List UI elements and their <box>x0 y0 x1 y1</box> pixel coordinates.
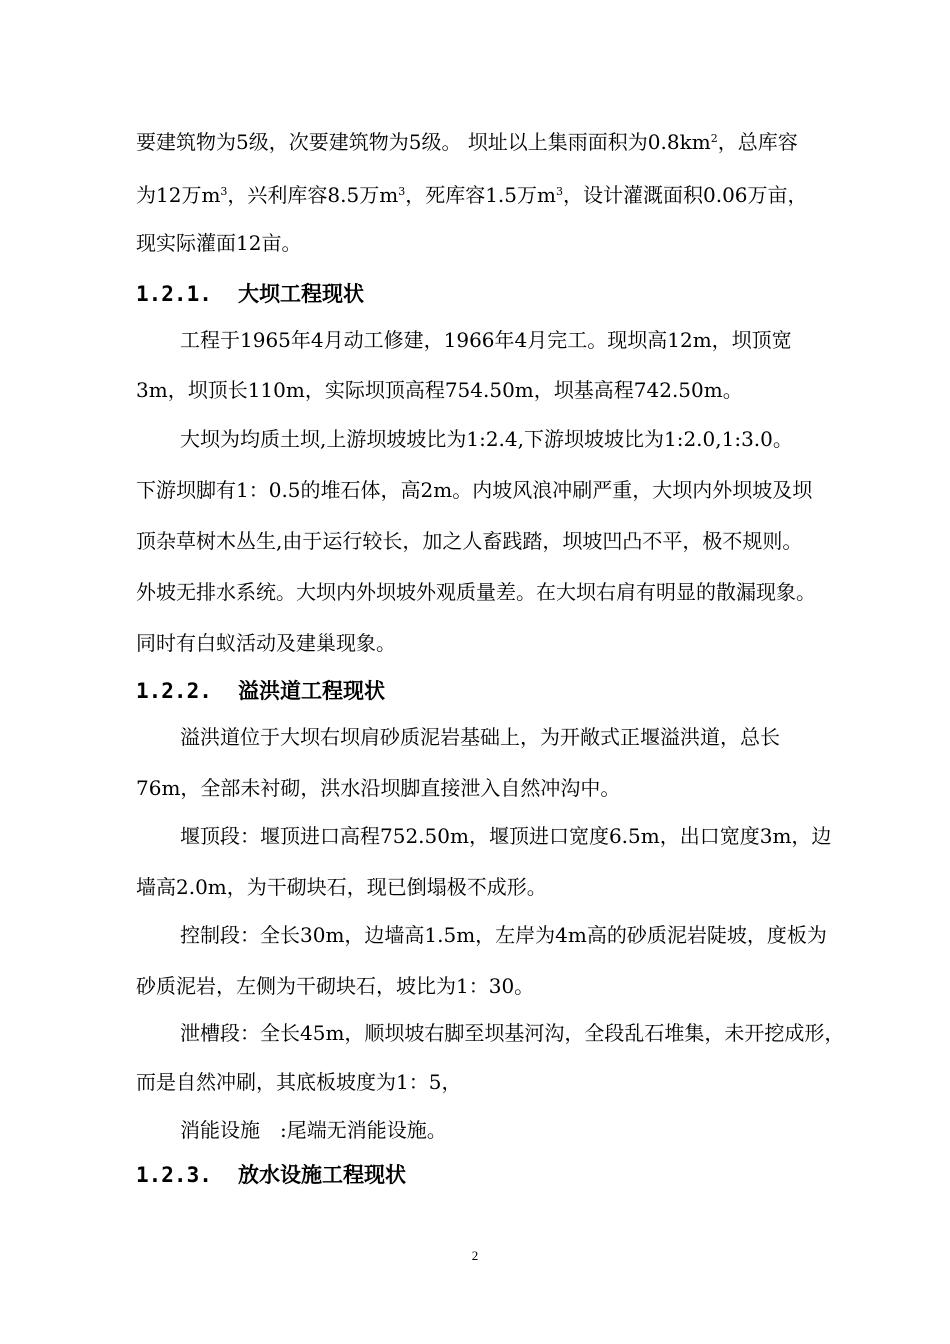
section-title: 溢洪道工程现状 <box>238 679 385 703</box>
intro-line-1: 要建筑物为5级，次要建筑物为5级。 坝址以上集雨面积为$0.8km^2$，总库容 <box>136 130 798 154</box>
intro-line-2: 为12万$m^3$，兴利库容8.5万$m^3$，死库容1.5万$m^3$，设计灌溉面积0.06万亩， <box>136 183 808 207</box>
paragraph-line: 同时有白蚁活动及建巢现象。 <box>136 631 396 655</box>
paragraph-line: 消能设施 :尾端无消能设施。 <box>180 1118 447 1142</box>
section-title: 大坝工程现状 <box>238 282 364 306</box>
section-heading-outlet <box>136 1161 406 1189</box>
paragraph-line: 76m，全部未衬砌，洪水沿坝脚直接泄入自然冲沟中。 <box>136 776 621 800</box>
paragraph-line: 砂质泥岩，左侧为干砌块石，坡比为1：30。 <box>136 974 535 998</box>
section-heading-dam <box>136 280 364 308</box>
paragraph-line: 控制段：全长30m，边墙高1.5m，左岸为4m高的砂质泥岩陡坡，度板为 <box>180 923 827 947</box>
section-heading-spillway <box>136 677 385 705</box>
section-number: 1.2.2. <box>136 679 212 703</box>
intro-line-3: 现实际灌面12亩。 <box>136 231 302 255</box>
section-title: 放水设施工程现状 <box>238 1163 406 1187</box>
paragraph-line: 工程于1965年4月动工修建，1966年4月完工。现坝高12m，坝顶宽 <box>180 328 792 352</box>
paragraph-line: 堰顶段：堰顶进口高程752.50m，堰顶进口宽度6.5m，出口宽度3m，边 <box>180 824 832 848</box>
section-number: 1.2.3. <box>136 1163 212 1187</box>
section-number: 1.2.1. <box>136 282 212 306</box>
paragraph-line: 外坡无排水系统。大坝内外坝坡外观质量差。在大坝右肩有明显的散漏现象。 <box>136 580 816 604</box>
paragraph-line: 泄槽段：全长45m，顺坝坡右脚至坝基河沟，全段乱石堆集，未开挖成形， <box>180 1021 845 1045</box>
paragraph-line: 大坝为均质土坝,上游坝坡坡比为1:2.4,下游坝坡坡比为1:2.0,1:3.0。 <box>180 427 793 451</box>
paragraph-line: 下游坝脚有1：0.5的堆石体，高2m。内坡风浪冲刷严重，大坝内外坝坡及坝 <box>136 478 813 502</box>
paragraph-line: 顶杂草树木丛生,由于运行较长，加之人畜践踏，坝坡凹凸不平，极不规则。 <box>136 529 803 553</box>
paragraph-line: 3m，坝顶长110m，实际坝顶高程754.50m，坝基高程742.50m。 <box>136 378 743 402</box>
paragraph-line: 墙高2.0m，为干砌块石，现已倒塌极不成形。 <box>136 875 547 899</box>
paragraph-line: 溢洪道位于大坝右坝肩砂质泥岩基础上，为开敞式正堰溢洪道，总长 <box>180 725 780 749</box>
page-number: 2 <box>471 1248 479 1263</box>
paragraph-line: 而是自然冲刷，其底板坡度为1：5， <box>136 1070 462 1094</box>
